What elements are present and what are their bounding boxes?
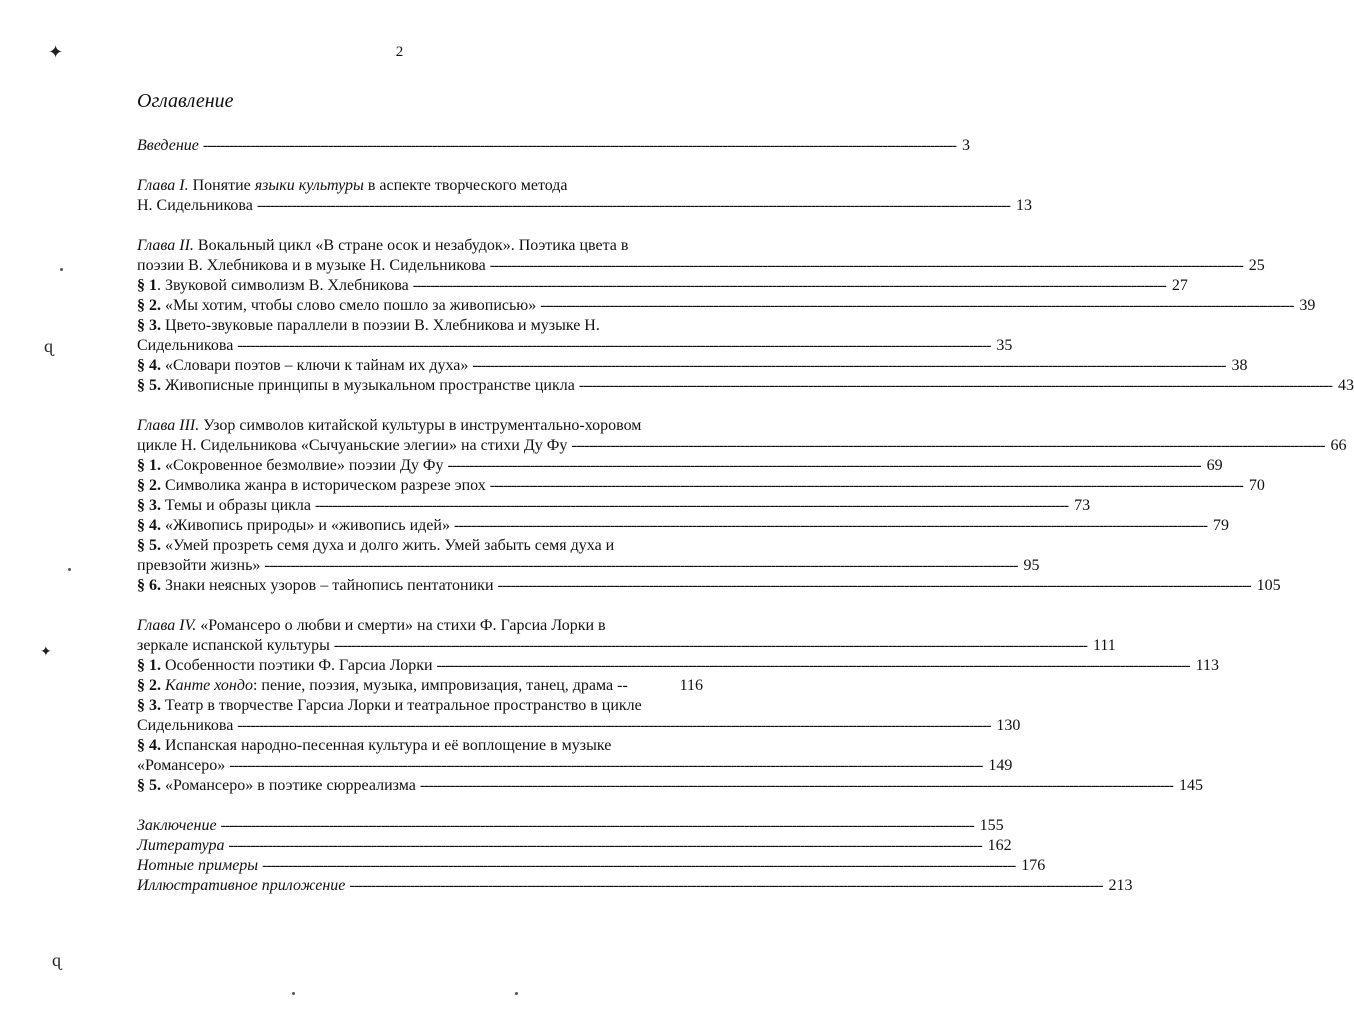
toc-entry[interactable] <box>137 716 1021 736</box>
leader-dots: ------------------------------------------------------------------------------------------------------------------------------------------------------------------------------ <box>262 857 1016 874</box>
entry-label: цикле Н. Сидельникова «Сычуаньские элегии» на стихи Ду Фу <box>137 437 568 454</box>
leader-dots: ------------------------------------------------------------------------------------------------------------------------------------------------------------------------------ <box>412 277 1166 294</box>
section-title: Темы и образы цикла <box>161 497 311 514</box>
toc-entry[interactable] <box>137 256 1265 276</box>
toc-entry[interactable] <box>137 756 1013 776</box>
leader-dots: ------------------------------------------------------------------------------------------------------------------------------------------------------------------------------ <box>333 637 1087 654</box>
entry-page: 95 <box>1023 557 1040 574</box>
chapter-heading[interactable] <box>137 236 703 256</box>
toc-entry[interactable] <box>137 196 1032 216</box>
toc-entry[interactable] <box>137 636 1116 656</box>
scan-artifact-mark: ✦ <box>48 42 64 62</box>
entry-page: 73 <box>1074 497 1091 514</box>
section-number: § 2. <box>137 477 161 494</box>
toc-end-matter <box>137 816 1133 896</box>
entry-label: Сидельникова <box>137 717 234 734</box>
toc-section-2-1[interactable] <box>137 276 1188 296</box>
section-number: § 1 <box>137 277 157 294</box>
table-of-contents <box>137 136 1354 916</box>
leader-dots: ------------------------------------------------------------------------------------------------------------------------------------------------------------------------------ <box>220 817 974 834</box>
toc-entry-notes[interactable] <box>137 856 1046 876</box>
toc-entry[interactable] <box>137 556 1040 576</box>
section-number: § 5. <box>137 777 161 794</box>
scan-artifact-mark: ✦ <box>40 645 52 660</box>
leader-dots: ------------------------------------------------------------------------------------------------------------------------------------------------------------------------------ <box>447 457 1201 474</box>
toc-section-4-2[interactable] <box>137 676 703 696</box>
toc-entry-intro[interactable] <box>137 136 970 156</box>
section-number: § 4. <box>137 357 161 374</box>
leader-dots: ------------------------------------------------------------------------------------------------------------------------------------------------------------------------------ <box>571 437 1325 454</box>
toc-entry-conclusion[interactable] <box>137 816 1004 836</box>
section-title: Особенности поэтики Ф. Гарсиа Лорки <box>161 657 433 674</box>
leader-dots: ------------------------------------------------------------------------------------------------------------------------------------------------------------------------------ <box>202 137 956 154</box>
leader-dots: ------------------------------------------------------------------------------------------------------------------------------------------------------------------------------ <box>349 877 1103 894</box>
leader-dots: ------------------------------------------------------------------------------------------------------------------------------------------------------------------------------ <box>315 497 1069 514</box>
entry-label: Сидельникова <box>137 337 234 354</box>
section-number: § 2. <box>137 297 161 314</box>
toc-chapter-2 <box>137 236 1354 396</box>
toc-section-4-3[interactable] <box>137 696 703 716</box>
section-number: § 6. <box>137 577 161 594</box>
section-title: Испанская народно-песенная культура и её воплощение в музыке <box>161 737 612 754</box>
section-title: «Романсеро» в поэтике сюрреализма <box>161 777 416 794</box>
toc-entry[interactable] <box>137 336 1013 356</box>
toc-section-3-1[interactable] <box>137 456 1223 476</box>
chapter-heading[interactable] <box>137 616 703 636</box>
entry-page: 111 <box>1092 637 1116 654</box>
toc-chapter-1 <box>137 176 1032 216</box>
toc-entry[interactable] <box>137 436 1347 456</box>
chapter-text: Вокальный цикл «В стране осок и незабудок». Поэтика цвета в <box>193 237 629 254</box>
toc-section-3-2[interactable] <box>137 476 1265 496</box>
section-number: § 1. <box>137 457 161 474</box>
section-number: § 3. <box>137 317 161 334</box>
entry-page: 145 <box>1178 777 1203 794</box>
entry-page: 69 <box>1206 457 1223 474</box>
scan-artifact-mark: ɋ <box>52 950 61 970</box>
section-number: § 5. <box>137 377 161 394</box>
toc-title: Оглавление <box>137 90 234 112</box>
scan-artifact-dot <box>68 568 71 571</box>
entry-page: 3 <box>961 137 970 154</box>
toc-section-3-4[interactable] <box>137 516 1230 536</box>
page-number: 2 <box>395 44 404 60</box>
entry-label: Заключение <box>137 817 217 834</box>
chapter-heading[interactable] <box>137 416 703 436</box>
chapter-text: Узор символов китайской культуры в инструментально-хоровом <box>199 417 642 434</box>
leader-dots: ------------------------------------------------------------------------------------------------------------------------------------------------------------------------------ <box>436 657 1190 674</box>
leader-dots: ------------------------------------------------------------------------------------------------------------------------------------------------------------------------------ <box>237 717 991 734</box>
entry-label: «Романсеро» <box>137 757 226 774</box>
section-title: «Мы хотим, чтобы слово смело пошло за живописью» <box>161 297 537 314</box>
section-title: Знаки неясных узоров – тайнопись пентатоники <box>161 577 494 594</box>
entry-page: 176 <box>1021 857 1046 874</box>
leader-dots: ------------------------------------------------------------------------------------------------------------------------------------------------------------------------------ <box>540 297 1294 314</box>
section-title: «Умей прозреть семя духа и долго жить. Умей забыть семя духа и <box>161 537 615 554</box>
section-title: «Сокровенное безмолвие» поэзии Ду Фу <box>161 457 444 474</box>
section-number: § 4. <box>137 517 161 534</box>
entry-label: поэзии В. Хлебникова и в музыке Н. Сидельникова <box>137 257 486 274</box>
section-title: Живописные принципы в музыкальном пространстве цикла <box>161 377 575 394</box>
section-number: § 1. <box>137 657 161 674</box>
toc-section-3-6[interactable] <box>137 576 1281 596</box>
section-number: § 3. <box>137 497 161 514</box>
leader-dots: ------------------------------------------------------------------------------------------------------------------------------------------------------------------------------ <box>419 777 1173 794</box>
leader-dots: ------------------------------------------------------------------------------------------------------------------------------------------------------------------------------ <box>497 577 1251 594</box>
chapter-emphasis: языки культуры <box>254 177 364 194</box>
entry-page: 25 <box>1248 257 1265 274</box>
entry-page: 39 <box>1299 297 1316 314</box>
toc-section-2-4[interactable] <box>137 356 1248 376</box>
section-number: § 5. <box>137 537 161 554</box>
chapter-prefix: Глава IV. <box>137 617 197 634</box>
toc-chapter-3 <box>137 416 1347 596</box>
entry-page: 43 <box>1337 377 1354 394</box>
toc-section-2-5[interactable] <box>137 376 1354 396</box>
chapter-text: «Романсеро о любви и смерти» на стихи Ф. Гарсиа Лорки в <box>196 617 606 634</box>
section-number: § 3. <box>137 697 161 714</box>
entry-page: 130 <box>996 717 1021 734</box>
entry-page: 213 <box>1108 877 1133 894</box>
toc-entry-illustrations[interactable] <box>137 876 1133 896</box>
leader-dots: ------------------------------------------------------------------------------------------------------------------------------------------------------------------------------ <box>264 557 1018 574</box>
chapter-prefix: Глава I. <box>137 177 189 194</box>
section-title: «Словари поэтов – ключи к тайнам их духа» <box>161 357 469 374</box>
entry-label: Нотные примеры <box>137 857 259 874</box>
entry-label: Иллюстративное приложение <box>137 877 346 894</box>
entry-page: 79 <box>1213 517 1230 534</box>
entry-page: 149 <box>988 757 1013 774</box>
section-title: Цвето-звуковые параллели в поэзии В. Хлебникова и музыке Н. <box>161 317 600 334</box>
scan-artifact-dot <box>292 992 295 995</box>
chapter-text: в аспекте творческого метода <box>363 177 568 194</box>
scan-artifact-dot <box>515 992 518 995</box>
section-title: . Звуковой символизм В. Хлебникова <box>157 277 409 294</box>
toc-intro <box>137 136 970 156</box>
toc-section-3-3[interactable] <box>137 496 1091 516</box>
leader-dots: ------------------------------------------------------------------------------------------------------------------------------------------------------------------------------ <box>489 257 1243 274</box>
section-emphasis: Канте хондо <box>161 677 253 694</box>
entry-page: 27 <box>1171 277 1188 294</box>
toc-section-2-3[interactable] <box>137 316 703 336</box>
toc-chapter-4 <box>137 616 1220 796</box>
leader-dots: ------------------------------------------------------------------------------------------------------------------------------------------------------------------------------ <box>228 837 982 854</box>
entry-page: 105 <box>1256 577 1281 594</box>
scan-artifact-mark: ɋ <box>44 336 53 356</box>
entry-label: превзойти жизнь» <box>137 557 261 574</box>
leader-dots: ------------------------------------------------------------------------------------------------------------------------------------------------------------------------------ <box>229 757 983 774</box>
leader-dots: ------------------------------------------------------------------------------------------------------------------------------------------------------------------------------ <box>578 377 1332 394</box>
entry-label: Н. Сидельникова <box>137 197 253 214</box>
entry-page: 66 <box>1330 437 1347 454</box>
entry-page: 162 <box>987 837 1012 854</box>
entry-page: 13 <box>1015 197 1032 214</box>
entry-page: 38 <box>1231 357 1248 374</box>
chapter-prefix: Глава III. <box>137 417 200 434</box>
entry-page: 70 <box>1248 477 1265 494</box>
entry-page: 113 <box>1195 657 1220 674</box>
section-title: Театр в творчестве Гарсиа Лорки и театральное пространство в цикле <box>161 697 642 714</box>
toc-section-2-2[interactable] <box>137 296 1316 316</box>
leader-dots: ------------------------------------------------------------------------------------------------------------------------------------------------------------------------------ <box>489 477 1243 494</box>
entry-page: 116 <box>679 677 703 694</box>
toc-section-4-4[interactable] <box>137 736 703 756</box>
entry-label: Введение <box>137 137 199 154</box>
entry-label: Литература <box>137 837 225 854</box>
section-title: «Живопись природы» и «живопись идей» <box>161 517 450 534</box>
chapter-text: Понятие <box>188 177 255 194</box>
toc-section-4-5[interactable] <box>137 776 1203 796</box>
leader-dots: ------------------------------------------------------------------------------------------------------------------------------------------------------------------------------ <box>237 337 991 354</box>
toc-section-4-1[interactable] <box>137 656 1220 676</box>
leader-dots: ------------------------------------------------------------------------------------------------------------------------------------------------------------------------------ <box>453 517 1208 534</box>
leader-dots: ------------------------------------------------------------------------------------------------------------------------------------------------------------------------------ <box>256 197 1010 214</box>
toc-section-3-5[interactable] <box>137 536 703 556</box>
chapter-prefix: Глава II. <box>137 237 194 254</box>
scan-artifact-dot <box>60 268 63 271</box>
section-title: : пение, поэзия, музыка, импровизация, танец, драма -- <box>252 677 628 694</box>
section-title: Символика жанра в историческом разрезе эпох <box>161 477 486 494</box>
leader-dots: ------------------------------------------------------------------------------------------------------------------------------------------------------------------------------ <box>472 357 1226 374</box>
entry-page: 155 <box>979 817 1004 834</box>
chapter-heading[interactable] <box>137 176 703 196</box>
section-number: § 2. <box>137 677 161 694</box>
entry-page: 35 <box>996 337 1013 354</box>
toc-entry-literature[interactable] <box>137 836 1012 856</box>
section-number: § 4. <box>137 737 161 754</box>
entry-label: зеркале испанской культуры <box>137 637 330 654</box>
